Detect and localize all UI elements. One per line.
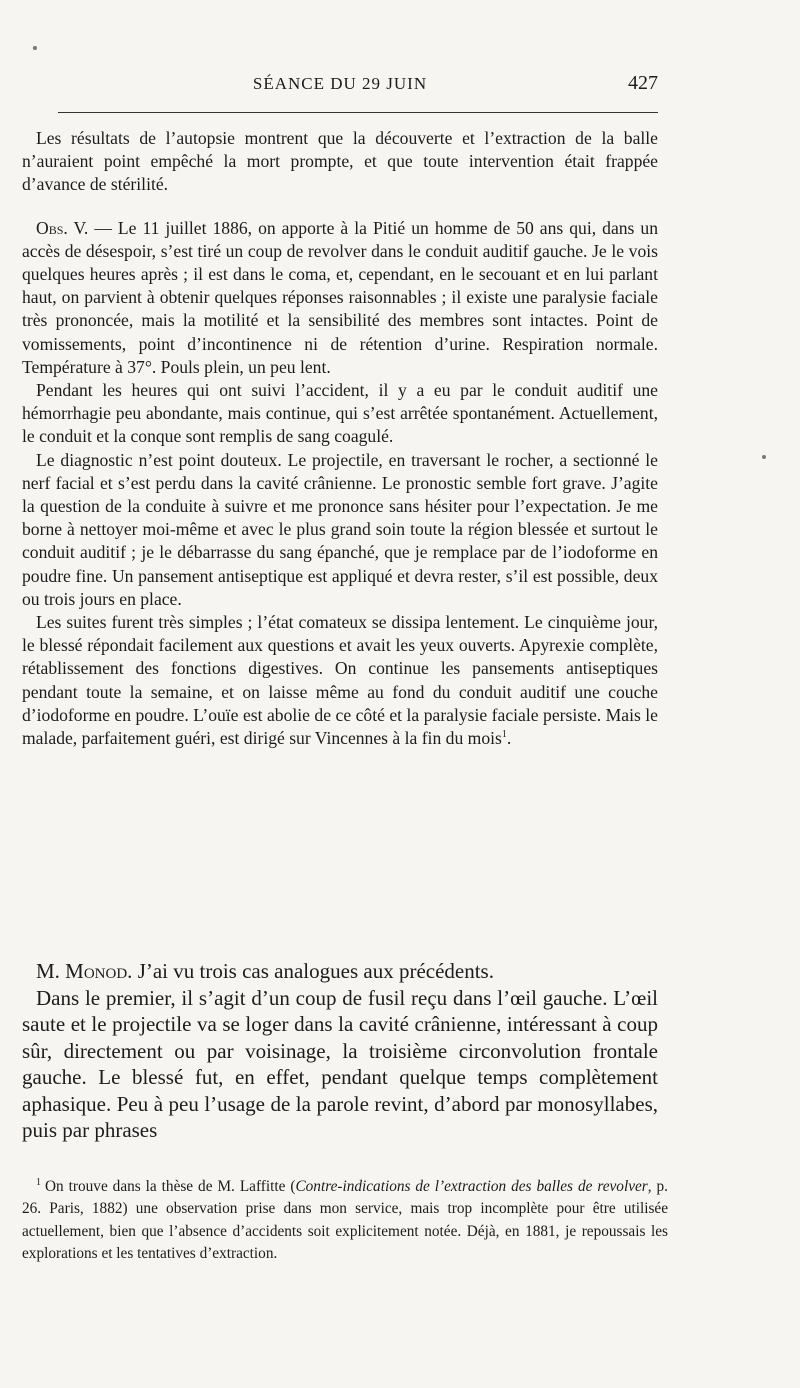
paragraph-hemorrhage: Pendant les heures qui ont suivi l’accident, il y a eu par le conduit auditif une hémorrhagie peu abondante, mais continue, qui s’est arrêtée spontanément. Actuellement, le conduit et la conque sont remplis de sang coagulé. (22, 380, 658, 447)
footnote-marker: 1 (36, 1177, 41, 1188)
scan-speck (762, 455, 766, 459)
paragraph-autopsy: Les résultats de l’autopsie montrent que la découverte et l’extraction de la balle n’auraient point empêché la mort prompte, et que toute intervention était frappée d’avance de stérilité. (22, 128, 658, 195)
footnote (22, 1172, 668, 1265)
speaker-text: J’ai vu trois cas analogues aux précédents. (132, 959, 494, 983)
paragraph-first-case: Dans le premier, il s’agit d’un coup de fusil reçu dans l’œil gauche. L’œil saute et le projectile va se loger dans la cavité crânienne, intéressant à coup sûr, directement ou par voisinage, la troisième circonvolution frontale gauche. Le blessé fut, en effet, pendant quelque temps complètement aphasique. Peu à peu l’usage de la parole revint, d’abord par monosyllabes, puis par phrases (22, 985, 658, 1142)
paragraph-monod (22, 958, 658, 985)
observation-text: — Le 11 juillet 1886, on apporte à la Pitié un homme de 50 ans qui, dans un accès de désespoir, s’est tiré un coup de revolver dans le conduit auditif gauche. Je le vois quelques heures après ; il est dans le coma, et, cependant, en le secouant et en lui parlant haut, on parvient à obtenir quelques réponses raisonnables ; il existe une paralysie faciale très prononcée, mais la motilité et la sensibilité des membres sont intactes. Point de vomissements, point d’incontinence ni de rétention d’urine. Respiration normale. Température à 37°. Pouls plein, un peu lent. (22, 217, 659, 377)
outcome-end: . (506, 728, 512, 749)
paragraph-gap (22, 197, 658, 217)
footnote-text (22, 1172, 668, 1265)
page-number: 427 (628, 72, 658, 94)
paragraph-diagnosis: Le diagnostic n’est point douteux. Le projectile, en traversant le rocher, a sectionné le nerf facial et s’est perdu dans la cavité crânienne. Le pronostic semble fort grave. J’agite la question de la conduite à suivre et me prononce sans hésiter pour l’expectation. Je me borne à nettoyer moi-même et avec le plus grand soin toute la région blessée et surtout le conduit auditif ; je le débarrasse du sang épanché, que je remplace par de l’iodoforme en poudre fine. Un pansement antiseptique est appliqué et devra rester, s’il est possible, deux ou trois jours en place. (22, 449, 658, 609)
paragraph-observation-v (22, 217, 658, 379)
running-title: SÉANCE DU 29 JUIN (252, 74, 428, 93)
footnote-text-b: , p. 26. Paris, 1882) une observation prise dans mon service, mais trop incomplète pour être utilisée actuellement, bien que l’absence d’accidents soit explicitement notée. Déjà, en 1881, je repoussais les explorations et les tentatives d’extraction. (22, 1178, 669, 1262)
body-text-lower (22, 958, 658, 1144)
body-text-upper (22, 127, 658, 750)
scan-speck (33, 46, 37, 50)
paragraph-outcome (22, 611, 658, 750)
speaker-name: M. Monod. (36, 959, 133, 983)
footnote-reference: 1 (501, 729, 507, 741)
outcome-text: Les suites furent très simples ; l’état comateux se dissipa lentement. Le cinquième jour, le blessé répondait facilement aux questions et avait les yeux ouverts. Apyrexie complète, rétablissement des fonctions digestives. On continue les pansements antiseptiques pendant toute la semaine, et on laisse même au fond du conduit auditif une couche d’iodoforme en poudre. L’ouïe est abolie de ce côté et la paralysie faciale persiste. Mais le malade, parfaitement guéri, est dirigé sur Vincennes à la fin du mois (22, 612, 658, 749)
footnote-text-a: On trouve dans la thèse de M. Laffitte ( (45, 1178, 296, 1196)
header-rule (58, 112, 658, 113)
observation-label: Obs. V. (36, 217, 89, 238)
footnote-book-title: Contre-indications de l’extraction des balles de revolver (295, 1178, 648, 1196)
running-head (22, 72, 658, 102)
